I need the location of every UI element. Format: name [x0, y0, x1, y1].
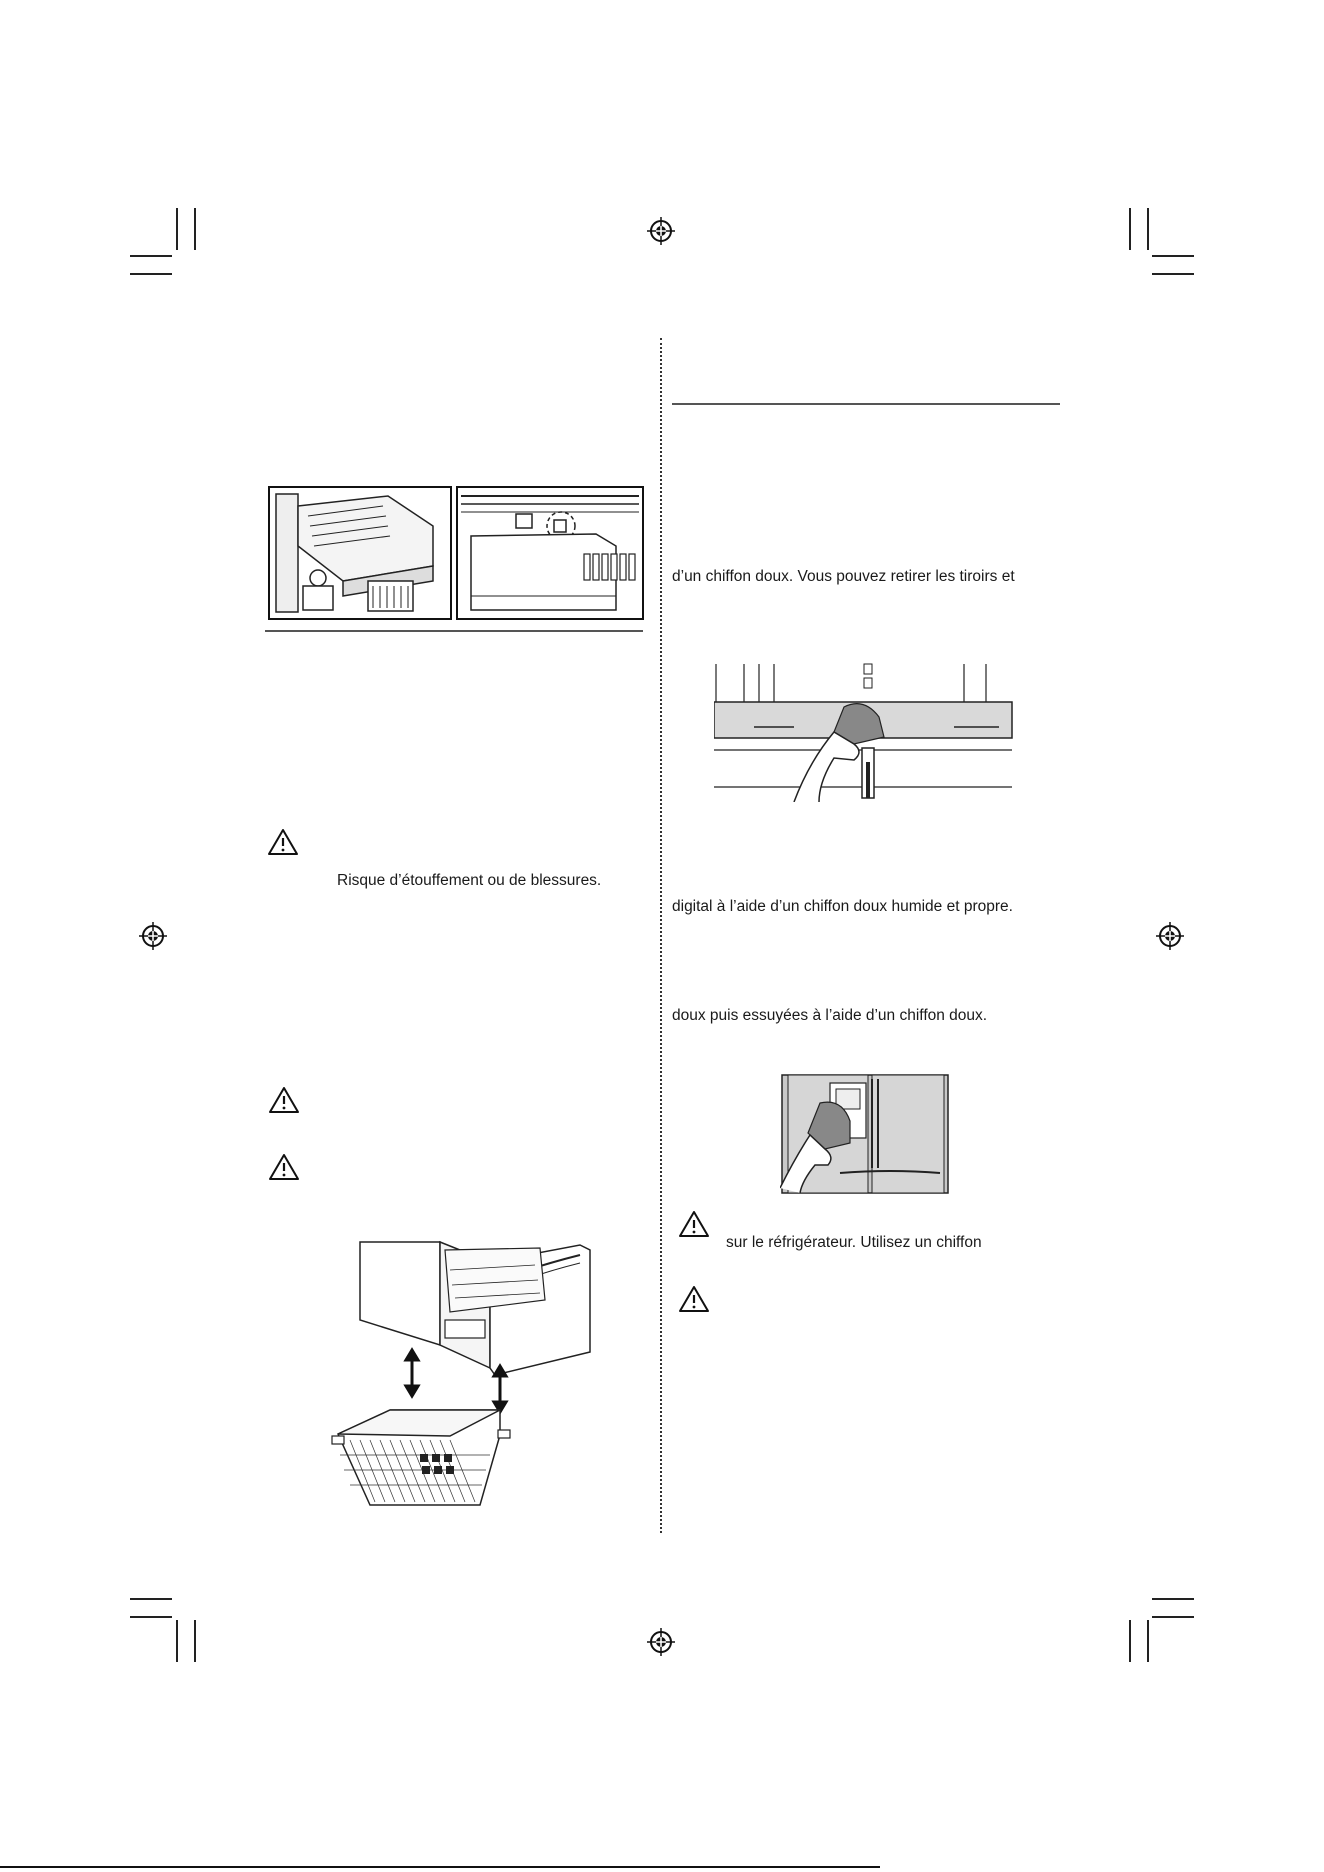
crop-mark	[1129, 1620, 1131, 1662]
crop-mark	[130, 255, 172, 257]
crop-mark	[1152, 255, 1194, 257]
registration-mark-icon	[1155, 921, 1185, 951]
registration-mark-icon	[138, 921, 168, 951]
registration-mark-icon	[646, 1627, 676, 1657]
crop-mark	[1147, 1620, 1149, 1662]
warning-triangle-icon	[267, 828, 299, 856]
warning-triangle-icon	[678, 1285, 710, 1313]
crop-mark	[194, 1620, 196, 1662]
crop-mark	[1152, 273, 1194, 275]
drawer-rail-illustration	[268, 486, 452, 620]
choke-warning-text: Risque d’étouffement ou de blessures.	[337, 872, 602, 889]
digital-panel-text: digital à l’aide d’un chiffon doux humide et propre.	[672, 898, 1013, 915]
wiping-dispenser-illustration	[780, 1073, 950, 1195]
crop-mark	[176, 208, 178, 250]
section-rule	[672, 403, 1060, 405]
warning-triangle-icon	[678, 1210, 710, 1238]
crop-mark	[1152, 1598, 1194, 1600]
crop-mark	[130, 1616, 172, 1618]
wiping-shelf-illustration	[714, 662, 1014, 802]
crop-mark	[1147, 208, 1149, 250]
warning-triangle-icon	[268, 1153, 300, 1181]
soft-cloth-text: d’un chiffon doux. Vous pouvez retirer les tiroirs et	[672, 568, 1015, 585]
freezer-basket-illustration	[330, 1240, 596, 1510]
doux-text: doux puis essuyées à l’aide d’un chiffon doux.	[672, 1007, 988, 1024]
column-divider	[660, 338, 662, 1533]
warning-triangle-icon	[268, 1086, 300, 1114]
crop-mark	[176, 1620, 178, 1662]
fridge-cloth-text: sur le réfrigérateur. Utilisez un chiffon	[726, 1234, 982, 1251]
crop-mark	[1129, 208, 1131, 250]
crop-mark	[130, 273, 172, 275]
section-rule	[265, 630, 643, 632]
crop-mark	[194, 208, 196, 250]
bottom-slug-rule	[0, 1866, 880, 1868]
registration-mark-icon	[646, 216, 676, 246]
shelf-latch-illustration	[456, 486, 644, 620]
crop-mark	[1152, 1616, 1194, 1618]
crop-mark	[130, 1598, 172, 1600]
